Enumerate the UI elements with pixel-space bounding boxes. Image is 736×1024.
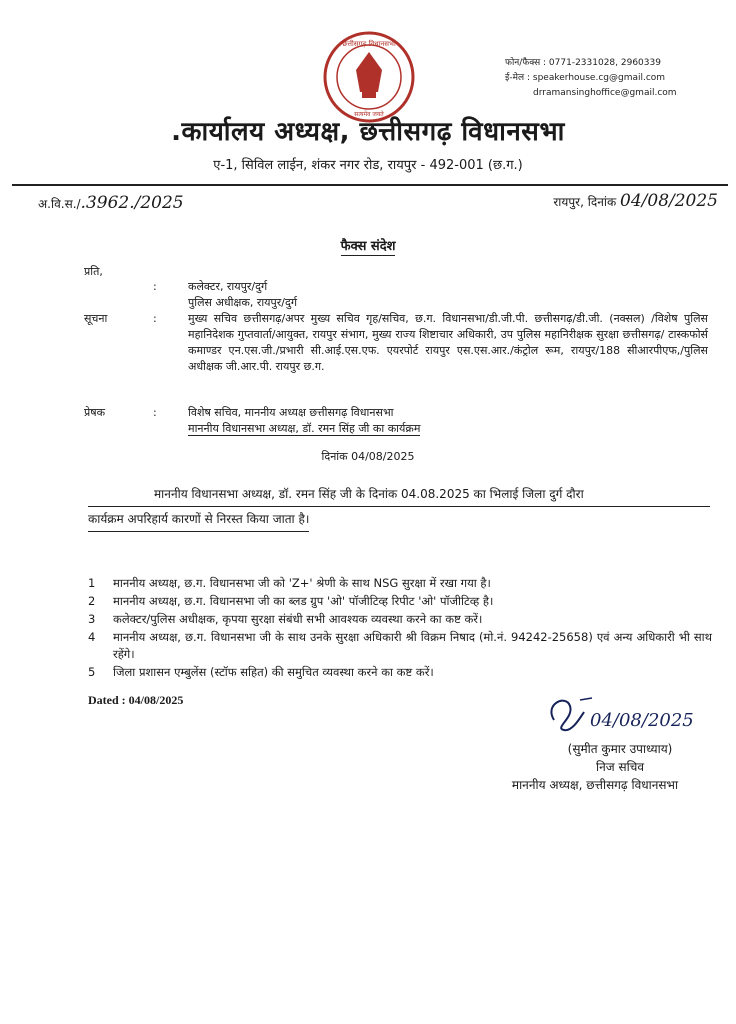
prati-line-2: पुलिस अधीक्षक, रायपुर/दुर्ग <box>188 296 298 309</box>
phone-fax: फोन/फैक्स : 0771-2331028, 2960339 <box>505 58 661 68</box>
prati-label: प्रति, <box>84 265 103 278</box>
place-date <box>553 191 718 211</box>
signatory-designation: निज सचिव <box>596 760 644 774</box>
preshak-label: प्रेषक <box>84 406 106 419</box>
suchana-colon: : <box>153 312 157 325</box>
list-item: 5 जिला प्रशासन एम्बुलेंस (स्टॉफ सहित) की समुचित व्यवस्था करने का कष्ट करें। <box>88 665 434 679</box>
contact-block <box>505 56 677 101</box>
list-item: 2 माननीय अध्यक्ष, छ.ग. विधानसभा जी का ब्लड ग्रुप 'ओ' पॉजीटिव्ह रिपीट 'ओ' पॉजीटिव्ह है। <box>88 594 494 608</box>
office-address: ए-1, सिविल लाईन, शंकर नगर रोड, रायपुर - 492-001 (छ.ग.) <box>213 158 523 173</box>
ref-year: ./2025 <box>129 193 184 213</box>
signatory-office: माननीय अध्यक्ष, छत्तीसगढ़ विधानसभा <box>511 778 679 792</box>
email-2: drramansinghoffice@gmail.com <box>533 88 677 98</box>
paragraph-line-1: माननीय विधानसभा अध्यक्ष, डॉ. रमन सिंह जी के दिनांक 04.08.2025 का भिलाई जिला दुर्ग दौरा <box>88 482 710 507</box>
header-divider <box>12 184 728 186</box>
paragraph-line-2: कार्यक्रम अपरिहार्य कारणों से निरस्त किया जाता है। <box>88 507 309 532</box>
email-1: ई-मेल : speakerhouse.cg@gmail.com <box>505 73 666 83</box>
suchana-label: सूचना <box>84 312 108 325</box>
subject-line: माननीय विधानसभा अध्यक्ष, डॉ. रमन सिंह जी का कार्यक्रम <box>188 422 421 435</box>
list-item: 4 माननीय अध्यक्ष, छ.ग. विधानसभा जी के साथ उनके सुरक्षा अधिकारी श्री विक्रम निषाद (मो.नं. 94242-25658) एवं अन्य अधिकारी भी साथ रहेंगे। <box>88 630 712 661</box>
assembly-emblem <box>322 30 416 124</box>
place-date-label: रायपुर, दिनांक <box>553 195 617 209</box>
center-date: दिनांक 04/08/2025 <box>321 450 415 463</box>
list-item: 3 कलेक्टर/पुलिस अधीक्षक, कृपया सुरक्षा संबंधी सभी आवश्यक व्यवस्था करने का कष्ट करें। <box>88 612 483 626</box>
main-paragraph <box>88 482 710 532</box>
prati-line-1: कलेक्टर, रायपुर/दुर्ग <box>188 280 268 293</box>
letter-date: 04/08/2025 <box>620 191 718 211</box>
emblem-text-top: छत्तीसगढ़ विधानसभा <box>342 40 396 48</box>
ref-number: .3962 <box>80 193 130 213</box>
suchana-text: मुख्य सचिव छत्तीसगढ़/अपर मुख्य सचिव गृह/सचिव, छ.ग. विधानसभा/डी.जी.पी. छत्तीसगढ़/डी.जी. (नक्सल) /विशेष पुलिस महानिदेशक गुप्तवार्ता/आयुक्त, रायपुर संभाग, मुख्य राज्य शिष्टाचार अधिकारी, उप पुलिस महानिरीक्षक सुरक्षा छत्तीसगढ़/ टास्कफोर्स कमाण्डर एन.एस.जी./प्रभारी सी.आई.एस.एफ. एयरपोर्ट रायपुर एस.एस.आर./कंट्रोल रूम, रायपुर/188 सीआरपीएफ,/पुलिस अधीक्षक जी.आर.पी. रायपुर छ.ग. <box>188 312 708 373</box>
preshak-line-1: विशेष सचिव, माननीय अध्यक्ष छत्तीसगढ़ विधानसभा <box>188 406 394 419</box>
handwritten-signature <box>540 690 710 740</box>
prati-colon: : <box>153 280 157 293</box>
office-title: .कार्यालय अध्यक्ष, छत्तीसगढ़ विधानसभा <box>171 117 565 147</box>
list-item: 1 माननीय अध्यक्ष, छ.ग. विधानसभा जी को 'Z+' श्रेणी के साथ NSG सुरक्षा में रखा गया है। <box>88 576 491 590</box>
reference-number <box>38 193 184 213</box>
ref-prefix: अ.वि.स./ <box>38 197 81 211</box>
dated-line: Dated : 04/08/2025 <box>88 693 184 707</box>
document-heading: फैक्स संदेश <box>340 239 396 254</box>
preshak-colon: : <box>153 406 157 419</box>
points-list <box>88 575 712 682</box>
signature-date: 04/08/2025 <box>590 710 694 731</box>
signatory-name: (सुमीत कुमार उपाध्याय) <box>567 742 673 756</box>
emblem-text-bottom: सत्यमेव जयते <box>354 111 384 118</box>
signatory-block <box>470 740 720 794</box>
